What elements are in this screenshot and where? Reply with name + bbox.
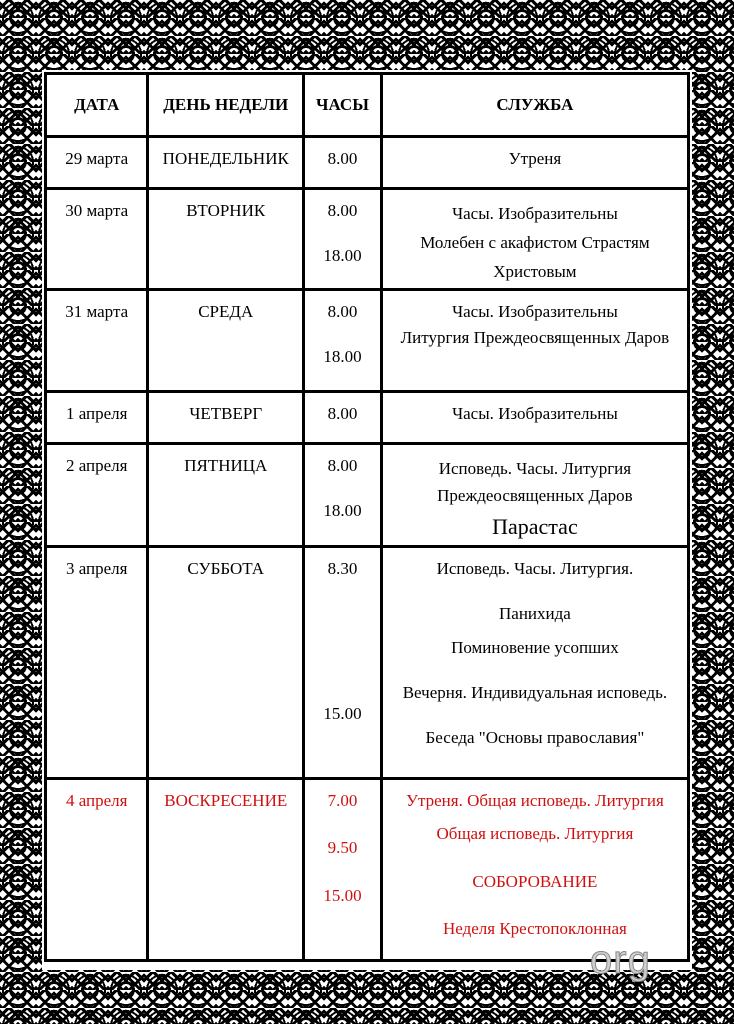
cell-date: 1 апреля xyxy=(46,392,148,444)
service-line: Общая исповедь. Литургия xyxy=(436,824,634,844)
cell-weekday: СРЕДА xyxy=(148,290,304,392)
service-line: Утреня xyxy=(508,149,562,168)
table-row xyxy=(46,290,689,392)
service-line: Молебен с акафистом Страстям xyxy=(420,232,650,252)
service-line: Преждеосвященных Даров xyxy=(437,486,633,506)
time-value: 8.00 xyxy=(327,456,358,475)
time-value: 8.30 xyxy=(327,559,358,578)
time-value: 8.00 xyxy=(327,201,358,220)
cell-hours xyxy=(304,392,382,444)
cell-date: 3 апреля xyxy=(46,547,148,779)
service-line: Часы. Изобразительны xyxy=(452,204,618,223)
watermark: org xyxy=(590,938,651,982)
time-value: 18.00 xyxy=(323,347,362,367)
time-value: 18.00 xyxy=(323,501,362,521)
cell-weekday: ЧЕТВЕРГ xyxy=(148,392,304,444)
cell-hours xyxy=(304,137,382,189)
table-row xyxy=(46,392,689,444)
cell-hours xyxy=(304,444,382,547)
service-line: Утреня. Общая исповедь. Литургия xyxy=(405,791,664,810)
cell-hours xyxy=(304,189,382,290)
cell-service xyxy=(381,137,688,189)
time-value: 8.00 xyxy=(327,302,358,321)
time-value: 8.00 xyxy=(327,404,358,423)
cell-hours xyxy=(304,290,382,392)
table-row xyxy=(46,444,689,547)
service-line: СОБОРОВАНИЕ xyxy=(472,871,598,891)
service-line: Исповедь. Часы. Литургия. xyxy=(436,559,634,578)
cell-date: 4 апреля xyxy=(46,779,148,961)
time-value: 15.00 xyxy=(323,704,362,724)
service-line: Вечерня. Индивидуальная исповедь. xyxy=(402,682,668,702)
service-line: Часы. Изобразительны xyxy=(452,404,618,423)
service-line: Беседа "Основы православия" xyxy=(425,728,645,747)
table-row xyxy=(46,137,689,189)
cell-weekday: ВТОРНИК xyxy=(148,189,304,290)
service-line: Неделя Крестопоклонная xyxy=(443,918,627,938)
service-line: Христовым xyxy=(493,261,577,281)
cell-date: 31 марта xyxy=(46,290,148,392)
time-value: 15.00 xyxy=(323,885,362,905)
service-line: Панихида xyxy=(499,604,571,624)
header-date: ДАТА xyxy=(46,74,148,137)
header-hours: ЧАСЫ xyxy=(304,74,382,137)
service-line: Парастас xyxy=(492,514,578,540)
cell-service xyxy=(381,290,688,392)
cell-hours xyxy=(304,779,382,961)
time-value: 9.50 xyxy=(327,838,358,858)
cell-date: 29 марта xyxy=(46,137,148,189)
cell-service xyxy=(381,189,688,290)
service-line: Часы. Изобразительны xyxy=(452,302,618,321)
service-line: Поминовение усопших xyxy=(451,637,619,657)
cell-service xyxy=(381,779,688,961)
table-row xyxy=(46,547,689,779)
cell-weekday: СУББОТА xyxy=(148,547,304,779)
cell-service xyxy=(381,444,688,547)
time-value: 7.00 xyxy=(327,791,358,810)
time-value: 18.00 xyxy=(323,246,362,266)
cell-weekday: ПОНЕДЕЛЬНИК xyxy=(148,137,304,189)
table-header-row xyxy=(46,74,689,137)
cell-date: 2 апреля xyxy=(46,444,148,547)
cell-weekday: ПЯТНИЦА xyxy=(148,444,304,547)
table-row xyxy=(46,189,689,290)
cell-weekday: ВОСКРЕСЕНИЕ xyxy=(148,779,304,961)
table-row xyxy=(46,779,689,961)
time-value: 8.00 xyxy=(327,149,358,168)
cell-service xyxy=(381,392,688,444)
header-weekday: ДЕНЬ НЕДЕЛИ xyxy=(148,74,304,137)
cell-date: 30 марта xyxy=(46,189,148,290)
header-service: СЛУЖБА xyxy=(381,74,688,137)
service-line: Исповедь. Часы. Литургия xyxy=(438,459,632,478)
service-line: Литургия Преждеосвященных Даров xyxy=(400,328,670,348)
service-schedule-table xyxy=(44,72,690,962)
cell-hours xyxy=(304,547,382,779)
cell-service xyxy=(381,547,688,779)
